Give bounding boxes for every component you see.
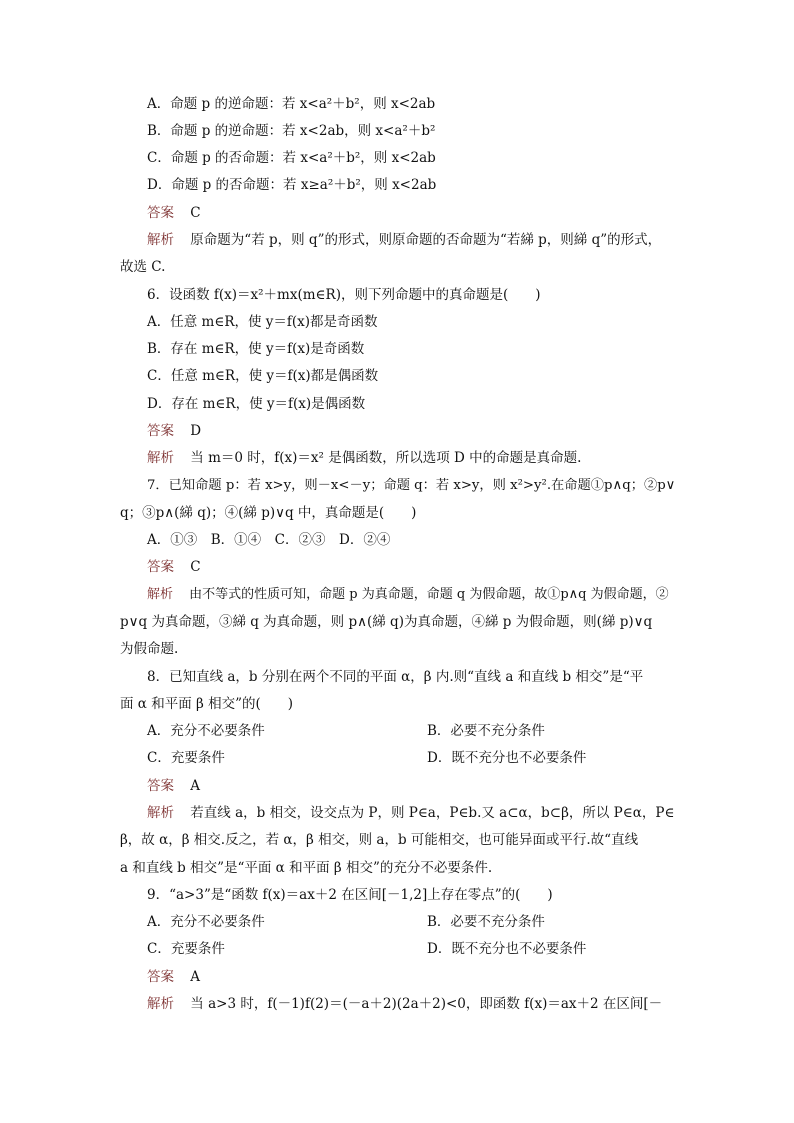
- q9-analysis: [147, 994, 662, 1014]
- q9-option-c: C．充要条件: [147, 941, 225, 957]
- analysis-label: 解析: [147, 996, 174, 1012]
- answer-label: 答案: [147, 559, 174, 575]
- analysis-label: 解析: [147, 805, 174, 821]
- q5-answer-value: C: [190, 205, 201, 221]
- q5-option-b: B．命题 p 的逆命题：若 x<2ab，则 x<a²＋b²: [147, 123, 436, 139]
- analysis-label: 解析: [147, 587, 174, 602]
- q5-answer: [147, 203, 201, 223]
- q6-stem: 6．设函数 f(x)＝x²＋mx(m∈R)，则下列命题中的真命题是( ): [147, 287, 541, 303]
- q7-analysis-text-1: 由不等式的性质可知，命题 p 为真命题，命题 q 为假命题，故①p∧q 为假命题，②: [189, 587, 669, 602]
- q5-option-c: C．命题 p 的否命题：若 x<a²＋b²，则 x<2ab: [147, 150, 436, 166]
- q7-options: A．①③ B．①④ C．②③ D．②④: [147, 532, 391, 548]
- answer-label: 答案: [147, 205, 174, 221]
- q7-stem-1: 7．已知命题 p：若 x>y，则－x<－y；命题 q：若 x>y，则 x²>y².在命题①p∧q；②p∨: [147, 478, 676, 493]
- q5-option-d: D．命题 p 的否命题：若 x≥a²＋b²，则 x<2ab: [147, 177, 437, 193]
- q8-analysis-text-2: β，故 α，β 相交.反之，若 α，β 相交，则 a，b 可能相交，也可能异面或平行.故“直线: [120, 832, 639, 848]
- q6-analysis-text-1: 当 m＝0 时，f(x)＝x² 是偶函数，所以选项 D 中的命题是真命题.: [190, 450, 582, 466]
- q6-analysis: [147, 448, 581, 468]
- q8-analysis: [147, 803, 674, 823]
- q7-answer-value: C: [190, 559, 201, 575]
- analysis-label: 解析: [147, 450, 174, 466]
- q8-option-d: D．既不充分也不必要条件: [427, 750, 587, 766]
- q8-analysis-text-1: 若直线 a，b 相交，设交点为 P，则 P∈a，P∈b.又 a⊂α，b⊂β，所以 P∈α，P∈: [190, 805, 675, 821]
- q8-option-b: B．必要不充分条件: [427, 723, 545, 739]
- answer-label: 答案: [147, 423, 174, 439]
- q9-answer-value: A: [190, 969, 201, 985]
- q6-answer: [147, 421, 201, 441]
- q8-option-a: A．充分不必要条件: [147, 723, 265, 739]
- q5-analysis-text-1: 原命题为“若 p，则 q”的形式，则原命题的否命题为“若綈 p，则綈 q”的形式，: [190, 232, 662, 248]
- q7-answer: [147, 557, 201, 577]
- q6-option-c: C．任意 m∈R，使 y＝f(x)都是偶函数: [147, 368, 379, 384]
- q8-option-c: C．充要条件: [147, 750, 225, 766]
- q8-analysis-text-3: a 和直线 b 相交”是“平面 α 和平面 β 相交”的充分不必要条件.: [120, 860, 493, 876]
- q7-stem-2: q；③p∧(綈 q)；④(綈 p)∨q 中，真命题是( ): [120, 505, 417, 521]
- q9-analysis-text-1: 当 a>3 时，f(－1)f(2)＝(－a＋2)(2a＋2)<0，即函数 f(x)＝ax＋2 在区间[－: [190, 996, 663, 1012]
- q7-analysis-text-2: p∨q 为真命题，③綈 q 为真命题，则 p∧(綈 q)为真命题，④綈 p 为假命题，则(綈 p)∨q: [120, 614, 653, 630]
- analysis-label: 解析: [147, 232, 174, 248]
- q7-analysis-text-3: 为假命题.: [120, 641, 179, 657]
- q6-option-a: A．任意 m∈R，使 y＝f(x)都是奇函数: [147, 314, 378, 330]
- q6-option-b: B．存在 m∈R，使 y＝f(x)是奇函数: [147, 341, 365, 357]
- q8-stem-1: 8．已知直线 a，b 分别在两个不同的平面 α，β 内.则“直线 a 和直线 b 相交”是“平: [147, 669, 644, 685]
- q9-option-a: A．充分不必要条件: [147, 914, 265, 930]
- answer-label: 答案: [147, 969, 174, 985]
- q9-option-b: B．必要不充分条件: [427, 914, 545, 930]
- q5-analysis-text-2: 故选 C.: [120, 259, 166, 275]
- q5-option-a: A．命题 p 的逆命题：若 x<a²＋b²，则 x<2ab: [147, 96, 436, 112]
- q6-option-d: D．存在 m∈R，使 y＝f(x)是偶函数: [147, 396, 366, 412]
- q9-stem: 9．“a>3”是“函数 f(x)＝ax＋2 在区间[－1,2]上存在零点”的( ): [147, 887, 553, 903]
- q9-option-d: D．既不充分也不必要条件: [427, 941, 587, 957]
- q9-answer: [147, 967, 200, 987]
- q8-answer-value: A: [190, 778, 201, 794]
- q6-answer-value: D: [190, 423, 202, 439]
- answer-label: 答案: [147, 778, 174, 794]
- q8-answer: [147, 776, 200, 796]
- q5-analysis: [147, 230, 661, 250]
- q8-stem-2: 面 α 和平面 β 相交”的( ): [120, 696, 294, 712]
- q7-analysis: [147, 585, 669, 605]
